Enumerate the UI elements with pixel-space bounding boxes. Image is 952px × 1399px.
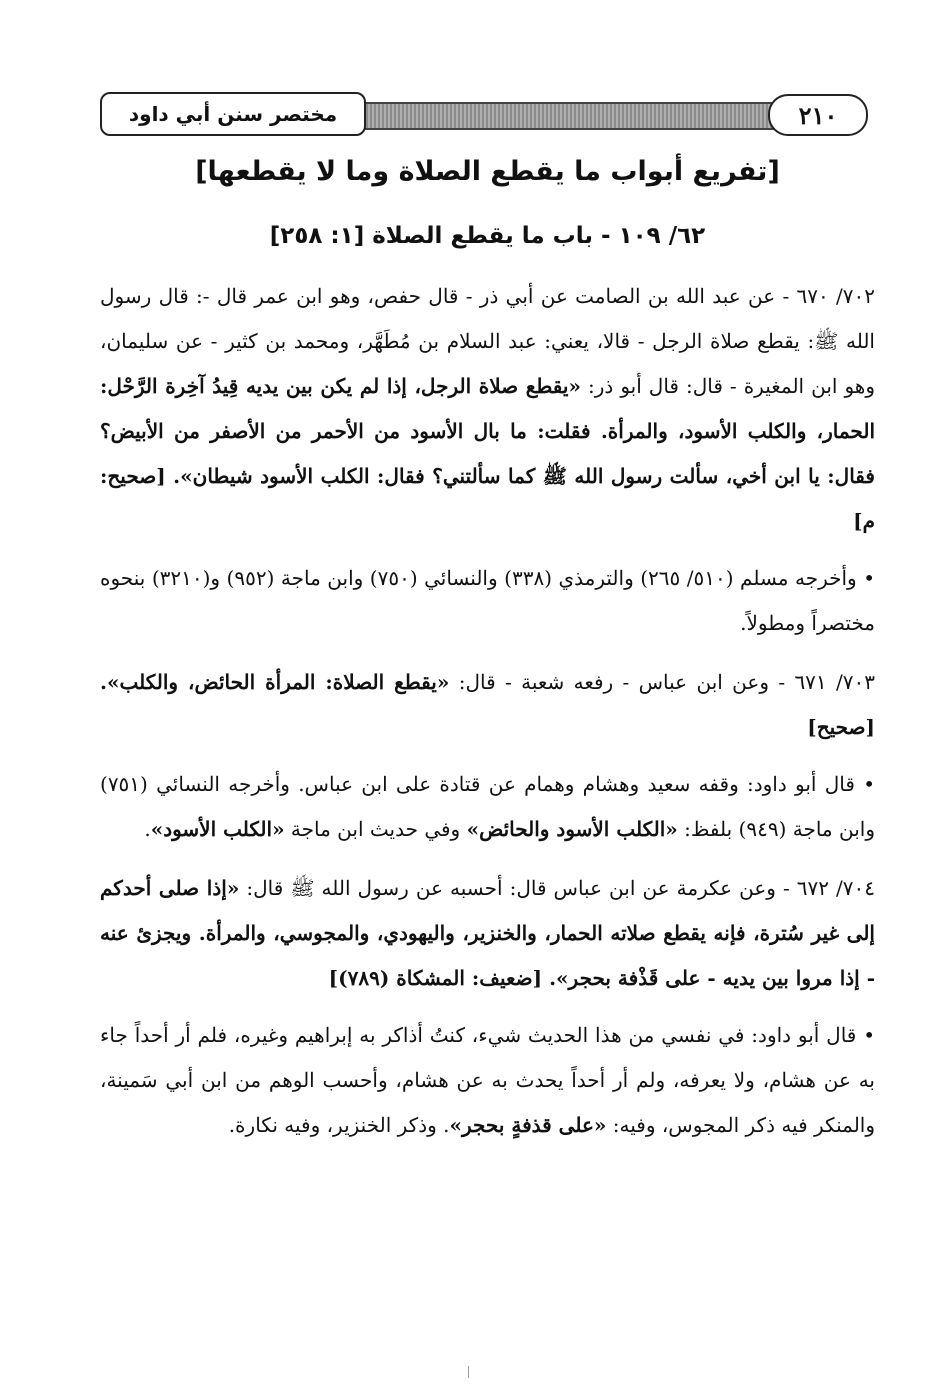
hadith-703-isnad: ٧٠٣/ ٦٧١ - وعن ابن عباس - رفعه شعبة - قال: xyxy=(449,670,875,694)
note-704-text-1: • قال أبو داود: في نفسي من هذا الحديث شيء، كنتُ أذاكر به إبراهيم وغيره، فلم أر أحداً جاء به عن هشام، ولا يعرفه، ولم أر أحداً يحدث به عن هشام، وأحسب الوهم من ابن أبي سَمينة، والمنكر فيه ذكر المجوس، وفيه: xyxy=(100,1023,875,1137)
book-title: مختصر سنن أبي داود xyxy=(100,92,366,136)
hadith-703-matn: «يقطع الصلاة: المرأة الحائض، والكلب». [صحيح] xyxy=(100,670,875,739)
note-703-text-2: وفي حديث ابن ماجة xyxy=(284,817,467,841)
hadith-703 xyxy=(100,660,875,750)
section-title: ٦٢/ ١٠٩ - باب ما يقطع الصلاة [١: ٢٥٨] xyxy=(269,223,706,249)
note-704-text-2: . وذكر الخنزير، وفيه نكارة. xyxy=(228,1113,450,1137)
header-decorative-bar xyxy=(358,102,778,130)
page-number: ٢١٠ xyxy=(768,94,868,136)
note-703-text-3: . xyxy=(144,817,151,841)
note-703-text-1: • قال أبو داود: وقفه سعيد وهشام وهمام عن قتادة على ابن عباس. وأخرجه النسائي (٧٥١) وابن ماجة (٩٤٩) بلفظ: xyxy=(100,772,875,841)
note-703-quote-2: «الكلب الأسود» xyxy=(150,817,285,841)
note-702: • وأخرجه مسلم (٥١٠/ ٢٦٥) والترمذي (٣٣٨) والنسائي (٧٥٠) وابن ماجة (٩٥٢) و(٣٢١٠) بنحوه مختصراً ومطولاً. xyxy=(100,566,876,635)
hadith-704 xyxy=(100,866,875,1001)
note-703 xyxy=(100,762,875,852)
hadith-702-matn: «يقطع صلاة الرجل، إذا لم يكن بين يديه قِيدُ آخِرة الرَّحْل: الحمار، والكلب الأسود، والمرأة. فقلت: ما بال الأسود من الأحمر من الأصفر من الأبيض؟ فقال: يا ابن أخي، سألت رسول الله ﷺ كما سألتني؟ فقال: الكلب الأسود شيطان». [صحيح: م] xyxy=(100,374,875,533)
hadith-704-isnad: ٧٠٤/ ٦٧٢ - وعن عكرمة عن ابن عباس قال: أحسبه عن رسول الله ﷺ قال: xyxy=(239,876,876,900)
note-704-quote: «على قذفةٍ بحجر» xyxy=(449,1113,607,1137)
page-header xyxy=(100,92,868,140)
note-704 xyxy=(100,1013,875,1148)
hadith-702 xyxy=(100,274,875,544)
scan-mark xyxy=(468,1366,469,1378)
hadith-704-matn: «إذا صلى أحدكم إلى غير سُترة، فإنه يقطع صلاته الحمار، والخنزير، واليهودي، والمجوسي، والمرأة. ويجزئ عنه - إذا مروا بين يديه - على قَذْفة بحجر». [ضعيف: المشكاة (٧٨٩)] xyxy=(100,876,875,990)
hadith-702-isnad: ٧٠٢/ ٦٧٠ - عن عبد الله بن الصامت عن أبي ذر - قال حفص، وهو ابن عمر قال -: قال رسول الله ﷺ: يقطع صلاة الرجل - قالا، يعني: عبد السلام بن مُطَهَّر، ومحمد بن كثير - عن سليمان، وهو ابن المغيرة - قال: قال أبو ذر: xyxy=(100,284,876,398)
chapter-title: [تفريع أبواب ما يقطع الصلاة وما لا يقطعها] xyxy=(195,156,780,187)
note-703-quote-1: «الكلب الأسود والحائض» xyxy=(466,817,678,841)
page-content xyxy=(100,150,875,1162)
